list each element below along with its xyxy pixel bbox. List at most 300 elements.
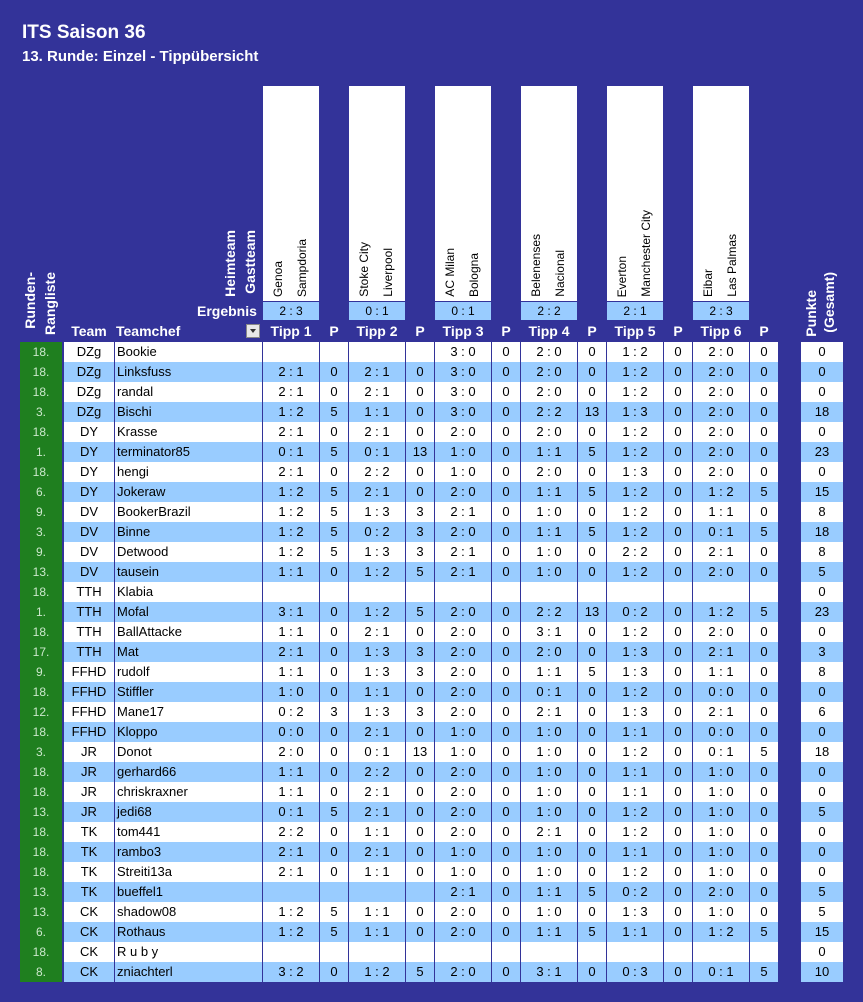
tip-cell: 1 : 2 — [607, 422, 663, 442]
tip-cell: 1 : 0 — [521, 542, 577, 562]
points-cell — [664, 582, 692, 602]
total-points-cell: 18 — [801, 742, 843, 762]
match-2-header — [349, 86, 405, 301]
teamchef-cell: chriskraxner — [114, 782, 262, 802]
tip-cell — [435, 582, 491, 602]
teamchef-cell: Mat — [114, 642, 262, 662]
teamchef-cell: Mofal — [114, 602, 262, 622]
points-cell: 0 — [578, 802, 606, 822]
points-cell: 0 — [492, 882, 520, 902]
points-cell: 0 — [750, 902, 778, 922]
match-5-away-team: Manchester City — [639, 210, 653, 297]
points-cell: 0 — [320, 422, 348, 442]
rank-cell: 3. — [35, 745, 46, 759]
points-cell: 0 — [406, 902, 434, 922]
team-cell: TTH — [64, 582, 114, 602]
match-4-away-team: Nacional — [553, 250, 567, 297]
points-cell: 0 — [578, 762, 606, 782]
tip-cell: 2 : 0 — [435, 422, 491, 442]
points-cell: 0 — [492, 962, 520, 982]
match-2-result: 0 : 1 — [349, 302, 405, 320]
total-points-cell: 0 — [801, 942, 843, 962]
team-cell: DZg — [64, 362, 114, 382]
column-separator — [778, 342, 779, 982]
points-cell: 0 — [406, 922, 434, 942]
teamchef-cell: zniachterl — [114, 962, 262, 982]
team-cell: DZg — [64, 382, 114, 402]
tip-cell: 0 : 2 — [349, 522, 405, 542]
points-cell: 0 — [492, 662, 520, 682]
rank-cell: 6. — [35, 485, 46, 499]
points-cell: 0 — [578, 722, 606, 742]
teamchef-cell: Detwood — [114, 542, 262, 562]
tip-cell: 1 : 1 — [521, 442, 577, 462]
team-cell: DV — [64, 562, 114, 582]
points-cell — [492, 582, 520, 602]
tip-cell: 1 : 3 — [607, 702, 663, 722]
team-cell: CK — [64, 942, 114, 962]
points-cell: 5 — [750, 522, 778, 542]
points-cell: 0 — [406, 682, 434, 702]
tip-cell: 2 : 1 — [263, 842, 319, 862]
points-cell: 0 — [664, 702, 692, 722]
points-cell: 3 — [406, 662, 434, 682]
points-cell: 0 — [492, 822, 520, 842]
tip-cell: 0 : 0 — [693, 682, 749, 702]
tip-cell: 2 : 1 — [263, 862, 319, 882]
rank-cell: 18. — [32, 345, 50, 359]
points-cell: 3 — [406, 702, 434, 722]
tip-cell: 1 : 2 — [693, 602, 749, 622]
total-points-cell: 0 — [801, 422, 843, 442]
team-cell: DY — [64, 422, 114, 442]
points-cell: 0 — [320, 622, 348, 642]
teamchef-filter-button[interactable] — [246, 324, 260, 338]
tip-cell: 1 : 2 — [263, 902, 319, 922]
tipp-1-header: Tipp 1 — [270, 323, 312, 339]
points-cell: 0 — [578, 702, 606, 722]
points-cell: 0 — [492, 482, 520, 502]
points-cell: 0 — [578, 742, 606, 762]
tip-cell: 1 : 0 — [521, 722, 577, 742]
total-points-cell: 0 — [801, 462, 843, 482]
tip-cell: 1 : 1 — [349, 902, 405, 922]
points-cell: 0 — [320, 722, 348, 742]
total-points-cell: 15 — [801, 482, 843, 502]
points-cell — [406, 342, 434, 362]
team-cell: TK — [64, 862, 114, 882]
tip-cell: 1 : 1 — [607, 722, 663, 742]
heimteam-label: Heimteam — [222, 230, 238, 297]
tip-cell: 2 : 1 — [693, 542, 749, 562]
tip-cell: 3 : 0 — [435, 382, 491, 402]
tip-cell: 2 : 1 — [693, 702, 749, 722]
tip-cell — [693, 582, 749, 602]
tipp-3-header: Tipp 3 — [442, 323, 484, 339]
points-cell: 0 — [492, 922, 520, 942]
points-cell: 0 — [664, 382, 692, 402]
points-cell: 3 — [320, 702, 348, 722]
tip-cell: 1 : 0 — [693, 762, 749, 782]
team-cell: TTH — [64, 622, 114, 642]
rank-cell: 18. — [32, 425, 50, 439]
tip-cell: 2 : 2 — [521, 402, 577, 422]
tip-cell: 0 : 1 — [263, 802, 319, 822]
points-cell: 5 — [750, 922, 778, 942]
column-separator — [405, 342, 406, 982]
tip-cell: 2 : 2 — [349, 462, 405, 482]
tip-cell: 1 : 2 — [263, 522, 319, 542]
tip-cell: 2 : 1 — [263, 382, 319, 402]
tip-cell: 2 : 0 — [693, 562, 749, 582]
tip-cell: 1 : 3 — [607, 462, 663, 482]
tip-cell: 2 : 2 — [521, 602, 577, 622]
rank-cell: 13. — [32, 885, 50, 899]
points-cell: 0 — [578, 562, 606, 582]
tip-cell: 1 : 1 — [693, 502, 749, 522]
rank-cell: 18. — [32, 765, 50, 779]
p-1-header: P — [329, 323, 339, 339]
tip-cell: 1 : 1 — [607, 762, 663, 782]
points-cell — [406, 942, 434, 962]
points-cell — [320, 582, 348, 602]
tip-cell: 2 : 0 — [521, 362, 577, 382]
total-points-cell: 0 — [801, 822, 843, 842]
points-cell: 5 — [320, 922, 348, 942]
teamchef-cell: gerhard66 — [114, 762, 262, 782]
tip-cell: 1 : 1 — [263, 562, 319, 582]
match-2-home-team: Stoke City — [357, 242, 371, 297]
team-header: Team — [71, 323, 107, 339]
rank-cell: 9. — [35, 505, 46, 519]
rank-cell: 18. — [32, 945, 50, 959]
points-cell: 0 — [750, 722, 778, 742]
points-cell: 0 — [750, 382, 778, 402]
tip-cell: 0 : 2 — [263, 702, 319, 722]
tip-cell: 1 : 3 — [349, 702, 405, 722]
points-cell: 0 — [320, 362, 348, 382]
column-separator — [663, 342, 664, 982]
points-cell — [492, 942, 520, 962]
team-cell: JR — [64, 802, 114, 822]
tip-cell — [607, 582, 663, 602]
teamchef-cell: shadow08 — [114, 902, 262, 922]
tip-cell: 1 : 0 — [435, 842, 491, 862]
points-cell: 0 — [406, 482, 434, 502]
total-points-cell: 8 — [801, 542, 843, 562]
teamchef-cell: R u b y — [114, 942, 262, 962]
points-cell: 0 — [750, 442, 778, 462]
teamchef-cell: Bischi — [114, 402, 262, 422]
points-cell: 0 — [664, 602, 692, 622]
points-cell: 0 — [406, 802, 434, 822]
tip-cell: 1 : 1 — [263, 622, 319, 642]
points-cell: 0 — [578, 342, 606, 362]
points-cell: 0 — [664, 722, 692, 742]
points-cell: 0 — [320, 822, 348, 842]
column-separator — [577, 342, 578, 982]
points-cell: 0 — [406, 622, 434, 642]
rank-cell: 1. — [35, 605, 46, 619]
tip-cell: 1 : 2 — [607, 682, 663, 702]
tip-cell: 1 : 0 — [521, 742, 577, 762]
tip-cell: 1 : 1 — [521, 922, 577, 942]
points-cell: 0 — [406, 382, 434, 402]
tip-cell: 0 : 1 — [693, 962, 749, 982]
p-6-header: P — [759, 323, 769, 339]
p-3-header: P — [501, 323, 511, 339]
points-cell: 5 — [320, 902, 348, 922]
points-cell — [320, 342, 348, 362]
points-cell: 0 — [750, 462, 778, 482]
points-cell: 0 — [492, 422, 520, 442]
column-separator — [606, 342, 607, 982]
points-cell: 0 — [492, 462, 520, 482]
points-cell: 5 — [320, 522, 348, 542]
tip-cell: 2 : 0 — [435, 822, 491, 842]
points-cell: 0 — [406, 822, 434, 842]
points-cell: 0 — [320, 682, 348, 702]
rank-cell: 12. — [32, 705, 50, 719]
tip-cell: 2 : 0 — [435, 902, 491, 922]
points-cell: 0 — [750, 402, 778, 422]
tip-cell: 1 : 2 — [607, 742, 663, 762]
points-cell: 0 — [664, 502, 692, 522]
points-cell: 5 — [750, 962, 778, 982]
match-3-home-team: AC Milan — [443, 248, 457, 297]
teamchef-cell: randal — [114, 382, 262, 402]
points-cell: 0 — [406, 722, 434, 742]
tipp-5-header: Tipp 5 — [614, 323, 656, 339]
points-cell: 5 — [406, 962, 434, 982]
points-cell: 0 — [492, 622, 520, 642]
total-points-cell: 23 — [801, 442, 843, 462]
punkte-label-1: Punkte — [803, 290, 819, 337]
tip-cell: 1 : 0 — [693, 782, 749, 802]
teamchef-cell: BookerBrazil — [114, 502, 262, 522]
tip-cell: 3 : 2 — [263, 962, 319, 982]
tip-cell: 3 : 0 — [435, 402, 491, 422]
points-cell: 0 — [406, 782, 434, 802]
points-cell: 0 — [492, 522, 520, 542]
tip-cell: 2 : 0 — [521, 342, 577, 362]
teamchef-cell: Bookie — [114, 342, 262, 362]
teamchef-cell: jedi68 — [114, 802, 262, 822]
team-cell: FFHD — [64, 682, 114, 702]
total-points-cell: 0 — [801, 362, 843, 382]
points-cell: 0 — [492, 742, 520, 762]
points-cell: 0 — [664, 822, 692, 842]
tip-cell: 2 : 1 — [349, 782, 405, 802]
column-separator — [63, 342, 64, 982]
points-cell: 0 — [406, 762, 434, 782]
tip-cell: 1 : 2 — [607, 862, 663, 882]
teamchef-cell: terminator85 — [114, 442, 262, 462]
tip-cell: 2 : 0 — [693, 622, 749, 642]
tip-cell — [607, 942, 663, 962]
points-cell: 0 — [320, 762, 348, 782]
tip-cell: 1 : 0 — [693, 802, 749, 822]
team-cell: TK — [64, 842, 114, 862]
tip-cell: 2 : 1 — [521, 702, 577, 722]
points-cell — [750, 942, 778, 962]
tip-cell: 1 : 2 — [607, 802, 663, 822]
tip-cell: 1 : 3 — [607, 662, 663, 682]
points-cell: 0 — [750, 882, 778, 902]
tip-cell: 2 : 0 — [521, 382, 577, 402]
tip-cell — [693, 942, 749, 962]
total-points-cell: 0 — [801, 762, 843, 782]
tip-cell: 1 : 0 — [435, 742, 491, 762]
points-cell: 0 — [664, 342, 692, 362]
rank-cell: 18. — [32, 585, 50, 599]
total-points-cell: 8 — [801, 662, 843, 682]
tip-cell: 2 : 0 — [435, 482, 491, 502]
rank-cell: 18. — [32, 365, 50, 379]
tip-cell: 1 : 1 — [349, 822, 405, 842]
tip-cell: 1 : 1 — [521, 482, 577, 502]
teamchef-header: Teamchef — [116, 323, 181, 339]
tip-cell: 0 : 0 — [693, 722, 749, 742]
tip-cell: 1 : 2 — [607, 822, 663, 842]
team-cell: JR — [64, 782, 114, 802]
tip-cell: 1 : 1 — [521, 882, 577, 902]
points-cell: 0 — [664, 922, 692, 942]
tip-cell: 1 : 0 — [521, 902, 577, 922]
tip-cell — [521, 942, 577, 962]
tip-cell: 2 : 1 — [349, 382, 405, 402]
points-cell: 0 — [578, 822, 606, 842]
points-cell — [664, 942, 692, 962]
rank-cell: 3. — [35, 405, 46, 419]
tip-cell: 2 : 0 — [435, 802, 491, 822]
tip-cell: 1 : 2 — [349, 962, 405, 982]
tip-cell — [349, 582, 405, 602]
points-cell: 0 — [664, 522, 692, 542]
total-points-cell: 18 — [801, 522, 843, 542]
points-cell: 0 — [320, 862, 348, 882]
points-cell: 0 — [492, 862, 520, 882]
tip-cell: 2 : 0 — [435, 682, 491, 702]
tip-cell: 1 : 0 — [435, 442, 491, 462]
points-cell: 0 — [578, 642, 606, 662]
points-cell: 5 — [320, 482, 348, 502]
points-cell: 0 — [406, 422, 434, 442]
team-cell: DY — [64, 482, 114, 502]
points-cell: 0 — [664, 482, 692, 502]
points-cell: 0 — [750, 862, 778, 882]
points-cell — [320, 882, 348, 902]
points-cell: 0 — [492, 802, 520, 822]
rank-cell: 18. — [32, 825, 50, 839]
points-cell: 0 — [320, 382, 348, 402]
total-points-cell: 6 — [801, 702, 843, 722]
points-cell: 0 — [492, 362, 520, 382]
points-cell: 0 — [750, 642, 778, 662]
points-cell: 0 — [492, 642, 520, 662]
team-cell: CK — [64, 922, 114, 942]
tip-cell: 1 : 2 — [263, 402, 319, 422]
tip-cell: 1 : 2 — [263, 502, 319, 522]
match-6-result: 2 : 3 — [693, 302, 749, 320]
tip-cell: 1 : 0 — [521, 562, 577, 582]
tip-cell: 2 : 0 — [693, 382, 749, 402]
points-cell: 0 — [664, 622, 692, 642]
total-points-cell: 5 — [801, 882, 843, 902]
teamchef-cell: Kloppo — [114, 722, 262, 742]
points-cell: 0 — [492, 342, 520, 362]
points-cell: 0 — [750, 502, 778, 522]
tip-cell: 1 : 2 — [607, 482, 663, 502]
tip-cell: 0 : 1 — [693, 742, 749, 762]
points-cell: 0 — [664, 842, 692, 862]
tip-cell: 1 : 3 — [349, 542, 405, 562]
points-cell: 0 — [406, 362, 434, 382]
tip-cell: 1 : 2 — [607, 562, 663, 582]
team-cell: DZg — [64, 402, 114, 422]
tip-cell: 2 : 0 — [435, 922, 491, 942]
rank-cell: 18. — [32, 465, 50, 479]
tip-cell: 2 : 1 — [435, 542, 491, 562]
tip-cell: 2 : 2 — [607, 542, 663, 562]
teamchef-cell: Donot — [114, 742, 262, 762]
tip-cell: 1 : 2 — [693, 482, 749, 502]
tip-cell: 1 : 0 — [693, 862, 749, 882]
team-cell: JR — [64, 742, 114, 762]
tip-cell: 2 : 0 — [435, 702, 491, 722]
points-cell: 0 — [406, 842, 434, 862]
points-cell: 0 — [664, 682, 692, 702]
tip-cell: 1 : 1 — [263, 782, 319, 802]
team-cell: TK — [64, 882, 114, 902]
tip-cell: 0 : 1 — [349, 442, 405, 462]
tip-cell: 1 : 0 — [693, 842, 749, 862]
tip-cell: 2 : 1 — [263, 422, 319, 442]
match-1-home-team: Genoa — [271, 260, 285, 297]
points-cell: 0 — [492, 402, 520, 422]
tip-cell: 3 : 0 — [435, 362, 491, 382]
column-separator — [434, 342, 435, 982]
tip-cell: 2 : 2 — [263, 822, 319, 842]
points-cell: 0 — [664, 742, 692, 762]
points-cell — [750, 582, 778, 602]
tip-cell — [263, 582, 319, 602]
tip-cell — [349, 342, 405, 362]
points-cell: 0 — [578, 622, 606, 642]
tipp-2-header: Tipp 2 — [356, 323, 398, 339]
total-points-cell: 10 — [801, 962, 843, 982]
points-cell: 5 — [320, 442, 348, 462]
rank-cell: 1. — [35, 445, 46, 459]
punkte-label-2: (Gesamt) — [821, 272, 837, 333]
points-cell: 0 — [578, 862, 606, 882]
match-4-header — [521, 86, 577, 301]
tip-cell: 1 : 1 — [607, 922, 663, 942]
tip-cell: 1 : 1 — [349, 922, 405, 942]
points-cell: 5 — [578, 522, 606, 542]
p-4-header: P — [587, 323, 597, 339]
tip-cell: 2 : 0 — [435, 522, 491, 542]
points-cell: 3 — [406, 502, 434, 522]
points-cell: 5 — [406, 562, 434, 582]
tip-cell: 2 : 0 — [693, 422, 749, 442]
tip-cell: 0 : 2 — [607, 882, 663, 902]
p-2-header: P — [415, 323, 425, 339]
tip-cell: 0 : 1 — [521, 682, 577, 702]
points-cell: 0 — [492, 762, 520, 782]
points-cell — [578, 582, 606, 602]
tip-cell: 1 : 1 — [263, 662, 319, 682]
